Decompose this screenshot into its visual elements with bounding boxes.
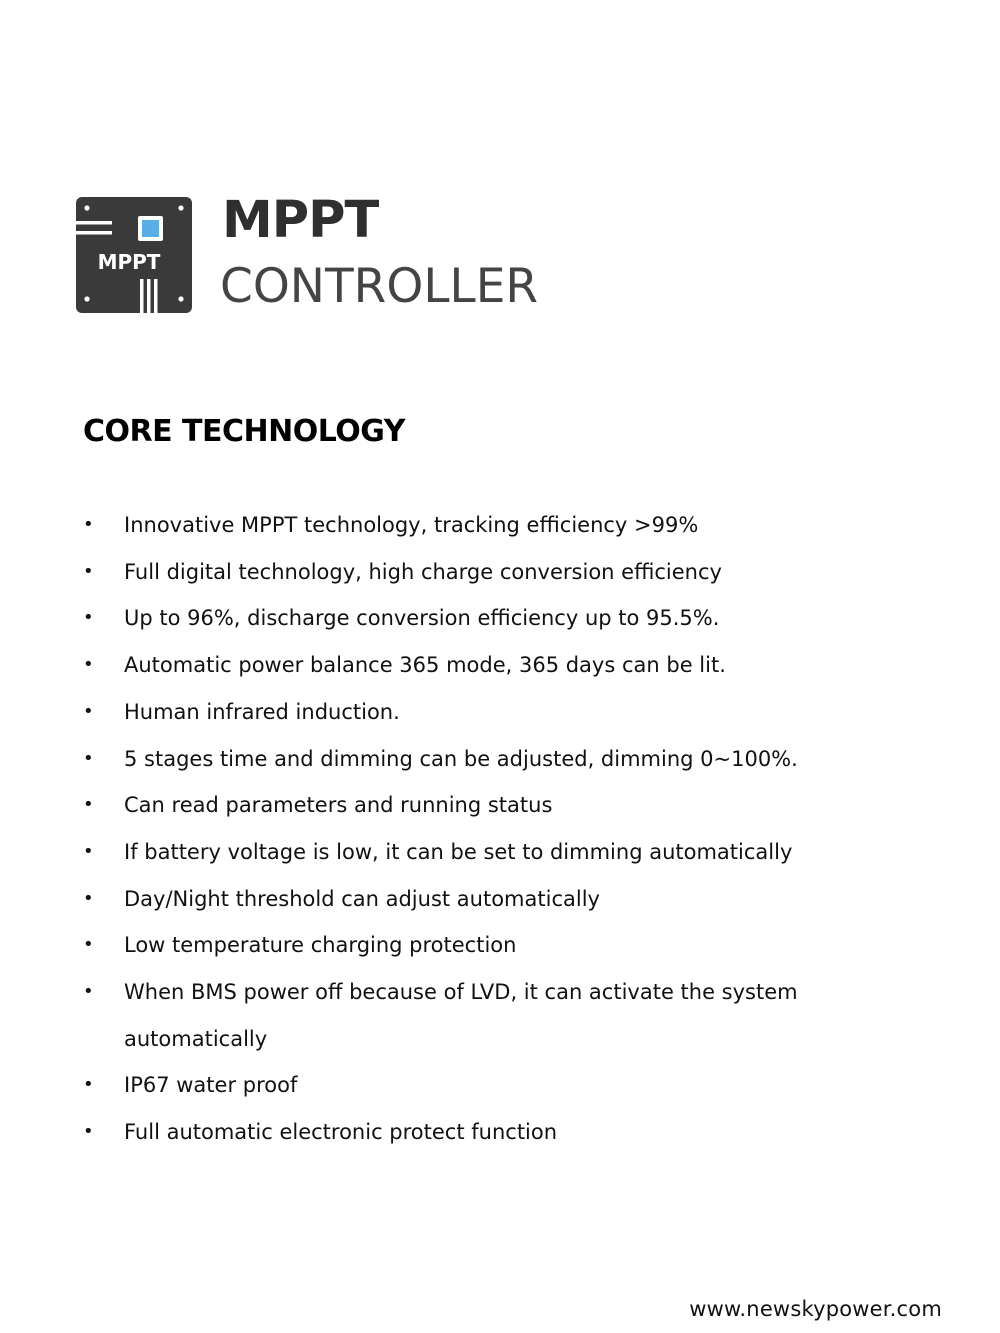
mppt-controller-logo	[76, 191, 596, 317]
feature-list	[80, 502, 940, 1156]
feature-item	[80, 829, 940, 876]
bullet-icon: •	[83, 1074, 94, 1096]
feature-item	[80, 642, 940, 689]
feature-text: Human infrared induction.	[124, 699, 400, 724]
bullet-icon: •	[83, 887, 94, 909]
bullet-icon: •	[83, 981, 94, 1003]
bullet-icon: •	[83, 840, 94, 862]
bullet-icon: •	[83, 700, 94, 722]
bullet-icon: •	[83, 654, 94, 676]
feature-text: Full automatic electronic protect function	[124, 1120, 558, 1145]
feature-text: Low temperature charging protection	[124, 933, 517, 958]
feature-item	[80, 549, 940, 596]
logo-title-controller: CONTROLLER	[220, 259, 539, 314]
feature-item	[80, 969, 844, 1062]
bullet-icon: •	[83, 794, 94, 816]
bullet-icon: •	[83, 934, 94, 956]
bullet-icon: •	[83, 607, 94, 629]
section-heading: CORE TECHNOLOGY	[83, 414, 405, 449]
mppt-chip-icon	[76, 197, 192, 313]
feature-text: Up to 96%, discharge conversion efficiency up to 95.5%.	[124, 606, 720, 631]
feature-item	[80, 782, 940, 829]
feature-item	[80, 502, 940, 549]
feature-item	[80, 922, 940, 969]
feature-text: Day/Night threshold can adjust automatically	[124, 886, 600, 911]
feature-text: Can read parameters and running status	[124, 793, 553, 818]
feature-text: IP67 water proof	[124, 1073, 298, 1098]
feature-item	[80, 876, 940, 923]
website-url: www.newskypower.com	[689, 1297, 942, 1321]
feature-item	[80, 595, 940, 642]
bullet-icon: •	[83, 514, 94, 535]
bullet-icon: •	[83, 747, 94, 769]
feature-text: Automatic power balance 365 mode, 365 days can be lit.	[124, 653, 726, 678]
feature-text: If battery voltage is low, it can be set to dimming automatically	[124, 839, 793, 864]
feature-item	[80, 736, 940, 783]
feature-item	[80, 689, 940, 736]
bullet-icon: •	[83, 560, 94, 582]
chip-label: MPPT	[97, 250, 161, 274]
feature-item	[80, 1109, 940, 1156]
feature-text: When BMS power off because of LVD, it can activate the system automatically	[124, 980, 798, 1051]
logo-title-mppt: MPPT	[222, 191, 379, 250]
feature-item	[80, 1062, 940, 1109]
bullet-icon: •	[83, 1121, 94, 1143]
feature-text: Innovative MPPT technology, tracking efficiency >99%	[124, 513, 699, 537]
feature-text: 5 stages time and dimming can be adjusted, dimming 0~100%.	[124, 746, 798, 771]
feature-text: Full digital technology, high charge conversion efficiency	[124, 559, 722, 584]
